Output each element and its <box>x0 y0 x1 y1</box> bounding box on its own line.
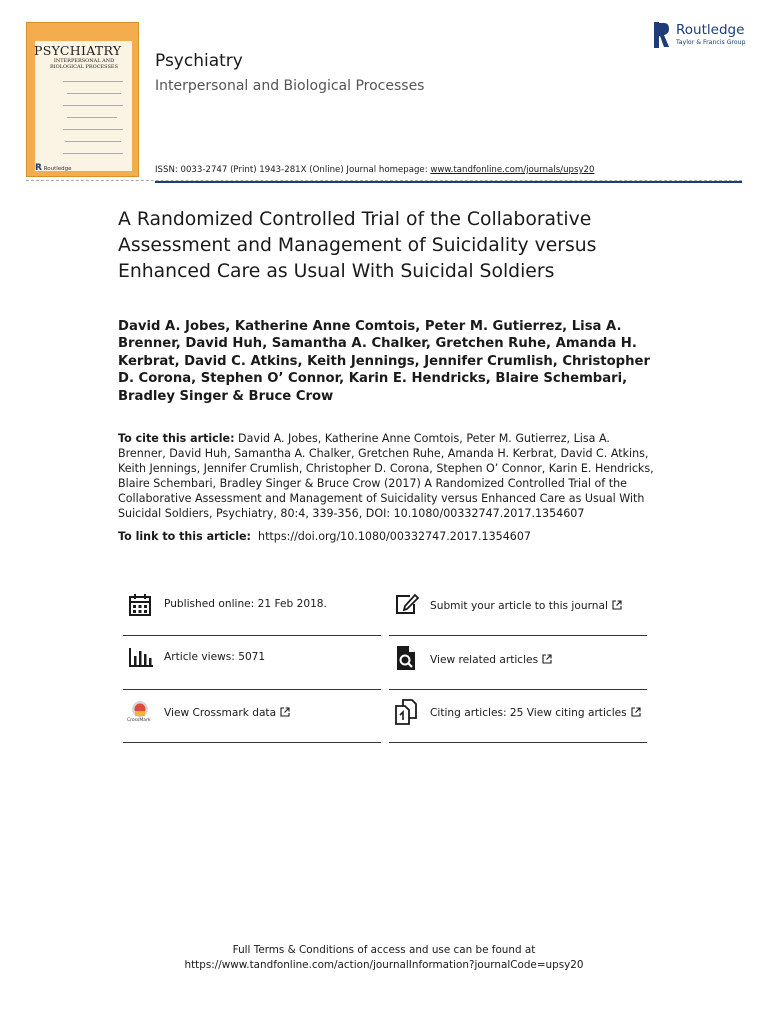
article-doi-url[interactable]: https://doi.org/10.1080/00332747.2017.1354607 <box>258 530 531 543</box>
article-views-text: Article views: 5071 <box>164 651 266 663</box>
cover-text-line <box>65 141 121 142</box>
cover-title: PSYCHIATRY <box>34 43 122 58</box>
article-views-item <box>128 645 378 685</box>
published-online-item <box>128 592 378 632</box>
article-link-label: To link to this article: <box>118 530 251 543</box>
grid-divider <box>389 689 647 690</box>
crossmark-link[interactable] <box>164 707 290 719</box>
brand-subtitle: Taylor & Francis Group <box>676 39 746 46</box>
related-articles-label: View related articles <box>430 654 539 666</box>
issn-text: ISSN: 0033-2747 (Print) 1943-281X (Online) Journal homepage: <box>155 165 431 175</box>
external-link-icon <box>280 707 290 717</box>
external-link-icon <box>542 654 552 664</box>
published-online-text: Published online: 21 Feb 2018. <box>164 598 327 610</box>
external-link-icon <box>631 707 641 717</box>
brand-name: Routledge <box>676 22 745 38</box>
cover-text-line <box>63 81 123 82</box>
cover-subtitle: INTERPERSONAL AND BIOLOGICAL PROCESSES <box>49 58 119 70</box>
citing-articles-item[interactable] <box>394 699 644 739</box>
grid-divider <box>123 689 381 690</box>
journal-title: Psychiatry <box>155 51 243 71</box>
citation-text: David A. Jobes, Katherine Anne Comtois, Peter M. Gutierrez, Lisa A. Brenner, David Huh, Samantha A. Chalker, Gretchen Ruhe, Amanda H. Kerbrat, David C. Atkins, Keith Jennings, Jennifer Crumlish, Christopher D. Corona, Stephen O’ Connor, Karin E. Hendricks, Blaire Schembari, Bradley Singer & Bruce Crow (2017) A Randomized Controlled Trial of the Collaborative Assessment and Management of Suicidality versus Enhanced Care as Usual With Suicidal Soldiers, Psychiatry, 80:4, 339-356, DOI: <box>118 432 654 520</box>
cover-text-line <box>63 105 123 106</box>
cover-publisher-logo: R Routledge <box>35 163 72 173</box>
submit-article-item[interactable] <box>394 592 644 632</box>
edit-icon <box>394 592 420 618</box>
journal-subtitle: Interpersonal and Biological Processes <box>155 78 425 94</box>
submit-article-label: Submit your article to this journal <box>430 600 608 612</box>
issn-line <box>155 165 594 175</box>
cover-text-line <box>63 153 123 154</box>
related-articles-link[interactable] <box>430 654 552 666</box>
journal-cover-image <box>26 22 139 177</box>
article-authors: David A. Jobes, Katherine Anne Comtois, Peter M. Gutierrez, Lisa A. Brenner, David Huh, Samantha A. Chalker, Gretchen Ruhe, Amanda H. Kerbrat, David C. Atkins, Keith Jennings, Jennifer Crumlish, Christopher D. Corona, Stephen O’ Connor, Karin E. Hendricks, Blaire Schembari, Bradley Singer & Bruce Crow <box>118 319 650 404</box>
crossmark-item[interactable] <box>128 699 378 739</box>
grid-divider <box>123 742 381 743</box>
header-divider <box>155 181 742 183</box>
grid-divider <box>123 635 381 636</box>
cover-text-line <box>67 117 117 118</box>
document-search-icon <box>394 645 420 671</box>
cover-text-line <box>67 93 121 94</box>
bar-chart-icon <box>128 645 154 671</box>
cover-text-line <box>63 129 123 130</box>
grid-divider <box>389 742 647 743</box>
article-title: A Randomized Controlled Trial of the Collaborative Assessment and Management of Suicidality versus Enhanced Care as Usual With Suicidal Soldiers <box>118 209 597 282</box>
citing-articles-label: Citing articles: 25 View citing articles <box>430 707 627 719</box>
routledge-r-icon <box>654 22 670 48</box>
crossmark-label: View Crossmark data <box>164 707 277 719</box>
citing-documents-icon <box>394 699 420 725</box>
crossmark-logo-text: CrossMark <box>127 718 151 723</box>
terms-text: Full Terms & Conditions of access and use can be found at <box>232 944 536 956</box>
calendar-icon <box>128 592 154 618</box>
submit-article-link[interactable] <box>430 600 622 612</box>
terms-url[interactable]: https://www.tandfonline.com/action/journalInformation?journalCode=upsy20 <box>184 958 584 971</box>
citation-label: To cite this article: <box>118 432 235 445</box>
terms-footer <box>0 943 768 972</box>
article-link-line <box>118 530 658 543</box>
doi-link[interactable]: 10.1080/00332747.2017.1354607 <box>393 507 585 520</box>
external-link-icon <box>612 600 622 610</box>
related-articles-item[interactable] <box>394 645 644 685</box>
citation-block <box>118 431 658 521</box>
citing-articles-link[interactable] <box>430 707 641 719</box>
journal-homepage-link[interactable]: www.tandfonline.com/journals/upsy20 <box>430 165 595 175</box>
grid-divider <box>389 635 647 636</box>
